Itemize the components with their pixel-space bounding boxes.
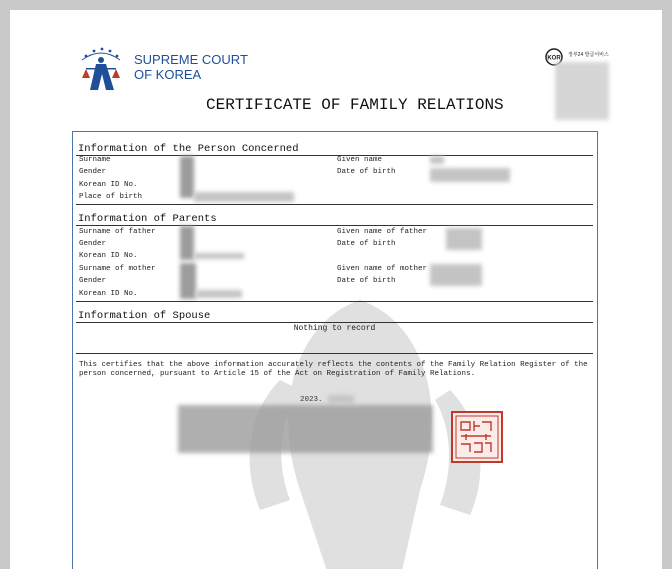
redacted-value <box>194 253 244 259</box>
certification-text: This certifies that the above information accurately reflects the contents of the Family Relation Register of the person concerned, pursuant to Article 15 of the Act on Registration of Family Relations. <box>79 361 588 378</box>
badge-caption: 정부24 발급서비스 <box>568 52 609 58</box>
father-dob-label: Date of birth <box>337 240 396 248</box>
divider <box>76 301 593 302</box>
mother-id-label: Korean ID No. <box>79 290 138 298</box>
given-name-label: Given name <box>337 156 383 164</box>
section-title-spouse: Information of Spouse <box>78 310 211 322</box>
redacted-value <box>430 156 444 164</box>
divider <box>76 204 593 205</box>
redacted-value <box>180 263 196 299</box>
document-title: CERTIFICATE OF FAMILY RELATIONS <box>206 96 504 114</box>
divider <box>76 322 593 323</box>
redacted-value <box>194 192 294 202</box>
official-seal-stamp <box>450 410 504 464</box>
redacted-value <box>446 228 482 250</box>
court-name-line2: OF KOREA <box>134 67 202 82</box>
father-id-label: Korean ID No. <box>79 252 138 260</box>
surname-label: Surname <box>79 156 111 164</box>
place-of-birth-label: Place of birth <box>79 193 143 201</box>
spouse-nothing-to-record: Nothing to record <box>293 324 376 333</box>
court-name-line1: SUPREME COURT <box>134 52 248 67</box>
court-name <box>134 52 248 82</box>
redacted-value <box>180 226 194 260</box>
section-title-person: Information of the Person Concerned <box>78 143 299 155</box>
mother-surname-label: Surname of mother <box>79 265 156 273</box>
father-gender-label: Gender <box>79 240 107 248</box>
father-surname-label: Surname of father <box>79 228 156 236</box>
badge-label: KOR <box>547 55 561 62</box>
issue-date: 2023. <box>300 396 323 404</box>
certificate-page <box>10 10 662 569</box>
father-given-name-label: Given name of father <box>337 228 428 236</box>
redacted-value <box>430 168 510 182</box>
redacted-value <box>196 290 242 298</box>
redacted-qr-code <box>555 62 609 120</box>
divider <box>76 225 593 226</box>
dob-label: Date of birth <box>337 168 396 176</box>
divider <box>76 353 593 354</box>
redacted-value <box>180 156 194 198</box>
mother-dob-label: Date of birth <box>337 277 396 285</box>
mother-gender-label: Gender <box>79 277 107 285</box>
gender-label: Gender <box>79 168 107 176</box>
redacted-issuer <box>178 405 433 453</box>
divider <box>76 155 593 156</box>
redacted-date <box>328 395 354 403</box>
redacted-value <box>430 264 482 286</box>
document-frame <box>72 131 598 569</box>
section-title-parents: Information of Parents <box>78 213 217 225</box>
mother-given-name-label: Given name of mother <box>337 265 428 273</box>
korean-id-label: Korean ID No. <box>79 181 138 189</box>
